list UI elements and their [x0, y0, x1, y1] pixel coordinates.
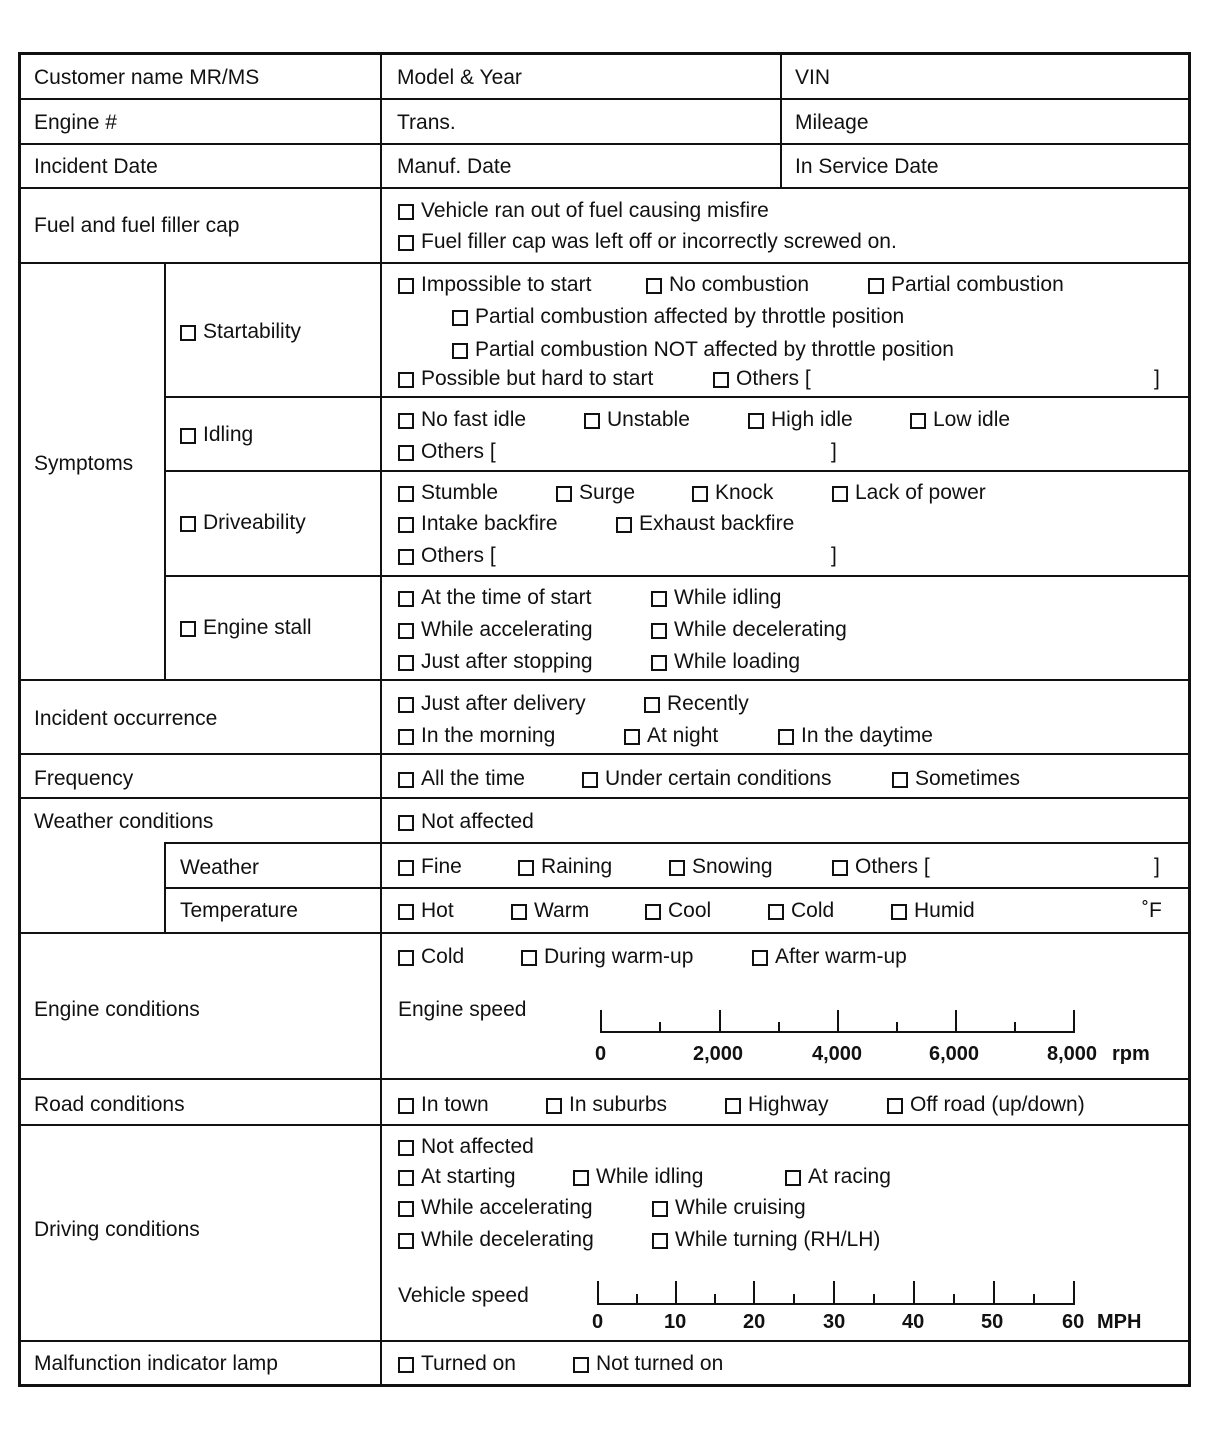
weather-label: Weather: [180, 856, 259, 879]
checkbox-label: While loading: [674, 650, 801, 673]
checkbox-icon: [398, 729, 414, 745]
checkbox-label: Engine stall: [203, 616, 312, 639]
raining-checkbox[interactable]: [518, 855, 612, 879]
rule: [165, 396, 1190, 398]
partial-not-throttle-checkbox[interactable]: [452, 338, 954, 362]
engine-stall-checkbox[interactable]: [180, 616, 312, 640]
checkbox-label: Driveability: [203, 511, 306, 534]
exhaust-backfire-checkbox[interactable]: [616, 512, 794, 536]
stumble-checkbox[interactable]: [398, 481, 498, 505]
checkbox-icon: [752, 950, 768, 966]
checkbox-icon: [651, 655, 667, 671]
checkbox-icon: [785, 1170, 801, 1186]
vehicle-tick-label: 60: [1062, 1311, 1085, 1333]
stall-while-decel-checkbox[interactable]: [651, 618, 847, 642]
checkbox-label: Partial combustion: [891, 273, 1064, 296]
no-fast-idle-checkbox[interactable]: [398, 408, 526, 432]
checkbox-label: Fine: [421, 855, 462, 878]
checkbox-icon: [398, 549, 414, 565]
checkbox-label: Not affected: [421, 1135, 534, 1158]
sometimes-checkbox[interactable]: [892, 767, 1020, 791]
unstable-checkbox[interactable]: [584, 408, 690, 432]
checkbox-label: Unstable: [607, 408, 690, 431]
checkbox-icon: [452, 310, 468, 326]
checkbox-icon: [521, 950, 537, 966]
driving-while-accel-checkbox[interactable]: [398, 1196, 593, 1220]
snowing-checkbox[interactable]: [669, 855, 773, 879]
checkbox-label: Under certain conditions: [605, 767, 832, 790]
off-road-checkbox[interactable]: [887, 1093, 1085, 1117]
engine-speed-unit: rpm: [1112, 1043, 1150, 1065]
fine-checkbox[interactable]: [398, 855, 462, 879]
fuel-cap-checkbox[interactable]: [398, 230, 897, 254]
engine-speed-label: Engine speed: [398, 998, 527, 1021]
all-the-time-checkbox[interactable]: [398, 767, 525, 791]
no-combustion-checkbox[interactable]: [646, 273, 809, 297]
checkbox-icon: [398, 591, 414, 607]
checkbox-label: While idling: [596, 1165, 704, 1188]
checkbox-icon: [556, 486, 572, 502]
hard-start-checkbox[interactable]: [398, 367, 653, 391]
checkbox-icon: [713, 372, 729, 388]
model-year-label: Model & Year: [397, 66, 522, 89]
checkbox-icon: [398, 697, 414, 713]
vehicle-speed-label: Vehicle speed: [398, 1284, 529, 1307]
checkbox-icon: [398, 1201, 414, 1217]
checkbox-label: Highway: [748, 1093, 829, 1116]
rule: [20, 797, 1190, 799]
temperature-label: Temperature: [180, 899, 298, 922]
mil-turned-on-checkbox[interactable]: [398, 1352, 516, 1376]
checkbox-label: Possible but hard to start: [421, 367, 654, 390]
checkbox-label: While idling: [674, 586, 782, 609]
checkbox-icon: [646, 278, 662, 294]
checkbox-icon: [768, 904, 784, 920]
checkbox-label: While accelerating: [421, 1196, 593, 1219]
knock-checkbox[interactable]: [692, 481, 773, 505]
checkbox-icon: [832, 486, 848, 502]
trans-label: Trans.: [397, 111, 456, 134]
incident-occurrence-label: Incident occurrence: [34, 707, 218, 730]
checkbox-icon: [887, 1098, 903, 1114]
cold-checkbox[interactable]: [768, 899, 834, 923]
rule: [20, 1124, 1190, 1126]
border-bottom: [18, 1384, 1191, 1387]
mil-not-turned-on-checkbox[interactable]: [573, 1352, 723, 1376]
checkbox-label: Hot: [421, 899, 454, 922]
idling-checkbox[interactable]: [180, 423, 253, 447]
checkbox-icon: [778, 729, 794, 745]
checkbox-icon: [573, 1357, 589, 1373]
checkbox-label: Startability: [203, 320, 302, 343]
in-service-date-label: In Service Date: [795, 155, 939, 178]
checkbox-label: At the time of start: [421, 586, 592, 609]
checkbox-icon: [398, 517, 414, 533]
checkbox-label: While turning (RH/LH): [675, 1228, 881, 1251]
checkbox-label: No fast idle: [421, 408, 527, 431]
driving-while-decel-checkbox[interactable]: [398, 1228, 594, 1252]
idling-others-checkbox[interactable]: [398, 440, 496, 464]
cool-checkbox[interactable]: [645, 899, 711, 923]
rule: [20, 187, 1190, 189]
rule: [165, 575, 1190, 577]
checkbox-icon: [180, 621, 196, 637]
checkbox-icon: [398, 445, 414, 461]
checkbox-label: No combustion: [669, 273, 810, 296]
checkbox-icon: [511, 904, 527, 920]
checkbox-label: Vehicle ran out of fuel causing misfire: [421, 199, 769, 222]
startability-others-checkbox[interactable]: [713, 367, 811, 391]
checkbox-label: Sometimes: [915, 767, 1021, 790]
checkbox-icon: [748, 413, 764, 429]
driveability-others-checkbox[interactable]: [398, 544, 496, 568]
checkbox-icon: [180, 428, 196, 444]
checkbox-label: Fuel filler cap was left off or incorrectly screwed on.: [421, 230, 897, 253]
checkbox-icon: [398, 204, 414, 220]
checkbox-label: While decelerating: [421, 1228, 594, 1251]
rule: [165, 842, 1190, 844]
checkbox-icon: [651, 623, 667, 639]
checkbox-icon: [398, 486, 414, 502]
checkbox-icon: [652, 1233, 668, 1249]
checkbox-label: After warm-up: [775, 945, 907, 968]
rule: [165, 470, 1190, 472]
checkbox-icon: [624, 729, 640, 745]
checkbox-icon: [398, 1357, 414, 1373]
rule: [20, 679, 1190, 681]
while-cruising-checkbox[interactable]: [652, 1196, 806, 1220]
checkbox-icon: [398, 904, 414, 920]
checkbox-label: Others [: [736, 367, 811, 390]
rule: [20, 143, 1190, 145]
highway-checkbox[interactable]: [725, 1093, 829, 1117]
impossible-start-checkbox[interactable]: [398, 273, 591, 297]
stall-while-loading-checkbox[interactable]: [651, 650, 800, 674]
border-left: [18, 52, 21, 1387]
weather-conditions-label: Weather conditions: [34, 810, 214, 833]
night-checkbox[interactable]: [624, 724, 718, 748]
vehicle-tick-label: 10: [664, 1311, 687, 1333]
checkbox-icon: [398, 772, 414, 788]
symptoms-label: Symptoms: [34, 452, 134, 475]
checkbox-icon: [868, 278, 884, 294]
vehicle-tick-label: 40: [902, 1311, 925, 1333]
checkbox-icon: [398, 1140, 414, 1156]
checkbox-icon: [644, 697, 660, 713]
stall-after-stopping-checkbox[interactable]: [398, 650, 593, 674]
checkbox-label: Raining: [541, 855, 613, 878]
frequency-label: Frequency: [34, 767, 134, 790]
at-racing-checkbox[interactable]: [785, 1165, 891, 1189]
checkbox-icon: [398, 655, 414, 671]
checkbox-label: At starting: [421, 1165, 516, 1188]
temperature-unit: ˚F: [1142, 899, 1162, 922]
lack-of-power-checkbox[interactable]: [832, 481, 986, 505]
checkbox-label: Just after delivery: [421, 692, 586, 715]
col-divider-header: [780, 54, 782, 188]
checkbox-label: Recently: [667, 692, 749, 715]
checkbox-label: Idling: [203, 423, 254, 446]
after-warmup-checkbox[interactable]: [752, 945, 907, 969]
checkbox-label: Just after stopping: [421, 650, 593, 673]
startability-checkbox[interactable]: [180, 320, 301, 344]
checkbox-icon: [398, 413, 414, 429]
certain-conditions-checkbox[interactable]: [582, 767, 831, 791]
rule: [165, 887, 1190, 889]
vehicle-tick-label: 0: [592, 1311, 604, 1333]
high-idle-checkbox[interactable]: [748, 408, 853, 432]
checkbox-label: Warm: [534, 899, 590, 922]
driving-conditions-label: Driving conditions: [34, 1218, 200, 1241]
in-town-checkbox[interactable]: [398, 1093, 489, 1117]
rule: [20, 932, 1190, 934]
checkbox-label: While cruising: [675, 1196, 806, 1219]
checkbox-label: Low idle: [933, 408, 1011, 431]
in-suburbs-checkbox[interactable]: [546, 1093, 667, 1117]
driving-not-affected-checkbox[interactable]: [398, 1135, 534, 1159]
border-top: [18, 52, 1191, 55]
rule: [20, 753, 1190, 755]
checkbox-label: Cool: [668, 899, 712, 922]
checkbox-label: At racing: [808, 1165, 891, 1188]
checkbox-label: Exhaust backfire: [639, 512, 795, 535]
intake-backfire-checkbox[interactable]: [398, 512, 558, 536]
checkbox-icon: [398, 815, 414, 831]
checkbox-label: Intake backfire: [421, 512, 558, 535]
mileage-label: Mileage: [795, 111, 869, 134]
checkbox-icon: [398, 235, 414, 251]
checkbox-label: Stumble: [421, 481, 499, 504]
engine-tick-label: 8,000: [1047, 1043, 1098, 1065]
col-divider-main: [380, 54, 382, 1385]
checkbox-label: Partial combustion affected by throttle position: [475, 305, 905, 328]
engine-speed-scale[interactable]: [590, 1005, 1090, 1039]
checkbox-icon: [398, 860, 414, 876]
engine-number-label: Engine #: [34, 111, 117, 134]
checkbox-icon: [910, 413, 926, 429]
checkbox-label: Others [: [855, 855, 930, 878]
during-warmup-checkbox[interactable]: [521, 945, 693, 969]
stall-at-start-checkbox[interactable]: [398, 586, 591, 610]
checkbox-label: In the morning: [421, 724, 556, 747]
checkbox-icon: [669, 860, 685, 876]
stall-while-idling-checkbox[interactable]: [651, 586, 781, 610]
driveability-checkbox[interactable]: [180, 511, 306, 535]
checkbox-label: At night: [647, 724, 719, 747]
vehicle-tick-label: 50: [981, 1311, 1004, 1333]
rule: [20, 98, 1190, 100]
checkbox-icon: [546, 1098, 562, 1114]
fuel-label: Fuel and fuel filler cap: [34, 214, 240, 237]
checkbox-icon: [892, 772, 908, 788]
vehicle-speed-scale[interactable]: [590, 1276, 1090, 1310]
daytime-checkbox[interactable]: [778, 724, 933, 748]
checkbox-label: Others [: [421, 440, 496, 463]
incident-date-label: Incident Date: [34, 155, 158, 178]
checkbox-icon: [584, 413, 600, 429]
checkbox-icon: [651, 591, 667, 607]
checkbox-label: During warm-up: [544, 945, 694, 968]
engine-conditions-label: Engine conditions: [34, 998, 200, 1021]
partial-combustion-checkbox[interactable]: [868, 273, 1064, 297]
checkbox-label: Not turned on: [596, 1352, 724, 1375]
road-conditions-label: Road conditions: [34, 1093, 185, 1116]
checkbox-label: Cold: [421, 945, 465, 968]
stall-while-accel-checkbox[interactable]: [398, 618, 593, 642]
vehicle-tick-label: 20: [743, 1311, 766, 1333]
hot-checkbox[interactable]: [398, 899, 454, 923]
checkbox-label: Impossible to start: [421, 273, 592, 296]
warm-checkbox[interactable]: [511, 899, 589, 923]
checkbox-icon: [398, 278, 414, 294]
checkbox-icon: [398, 1170, 414, 1186]
checkbox-label: Humid: [914, 899, 975, 922]
morning-checkbox[interactable]: [398, 724, 555, 748]
checkbox-label: Partial combustion NOT affected by throttle position: [475, 338, 954, 361]
checkbox-icon: [582, 772, 598, 788]
rule: [20, 1340, 1190, 1342]
while-turning-checkbox[interactable]: [652, 1228, 880, 1252]
checkbox-label: Off road (up/down): [910, 1093, 1085, 1116]
fuel-ran-out-checkbox[interactable]: [398, 199, 769, 223]
checkbox-label: Surge: [579, 481, 636, 504]
surge-checkbox[interactable]: [556, 481, 635, 505]
checkbox-label: Knock: [715, 481, 774, 504]
bracket-close: ]: [831, 544, 837, 567]
checkbox-label: While accelerating: [421, 618, 593, 641]
checkbox-icon: [573, 1170, 589, 1186]
rule: [20, 262, 1190, 264]
checkbox-label: All the time: [421, 767, 525, 790]
low-idle-checkbox[interactable]: [910, 408, 1010, 432]
checkbox-icon: [180, 325, 196, 341]
checkbox-label: Cold: [791, 899, 835, 922]
checkbox-icon: [725, 1098, 741, 1114]
manuf-date-label: Manuf. Date: [397, 155, 512, 178]
checkbox-label: While decelerating: [674, 618, 847, 641]
checkbox-icon: [616, 517, 632, 533]
checkbox-icon: [398, 372, 414, 388]
checkbox-label: High idle: [771, 408, 853, 431]
checkbox-icon: [645, 904, 661, 920]
checkbox-icon: [398, 950, 414, 966]
checkbox-icon: [180, 516, 196, 532]
checkbox-label: In town: [421, 1093, 489, 1116]
checkbox-icon: [692, 486, 708, 502]
checkbox-icon: [832, 860, 848, 876]
vehicle-tick-label: 30: [823, 1311, 846, 1333]
checkbox-label: Snowing: [692, 855, 773, 878]
driving-while-idling-checkbox[interactable]: [573, 1165, 703, 1189]
checkbox-label: Lack of power: [855, 481, 986, 504]
mil-label: Malfunction indicator lamp: [34, 1352, 278, 1375]
weather-others-checkbox[interactable]: [832, 855, 930, 879]
checkbox-label: In the daytime: [801, 724, 933, 747]
checkbox-icon: [398, 1233, 414, 1249]
engine-tick-label: 6,000: [929, 1043, 980, 1065]
customer-name-label: Customer name MR/MS: [34, 66, 260, 89]
checkbox-icon: [518, 860, 534, 876]
engine-cold-checkbox[interactable]: [398, 945, 464, 969]
checkbox-label: Not affected: [421, 810, 534, 833]
checkbox-icon: [452, 343, 468, 359]
humid-checkbox[interactable]: [891, 899, 975, 923]
bracket-close: ]: [1154, 367, 1160, 390]
rule: [20, 1078, 1190, 1080]
weather-not-affected-checkbox[interactable]: [398, 810, 534, 834]
checkbox-icon: [891, 904, 907, 920]
checkbox-icon: [398, 1098, 414, 1114]
engine-tick-label: 4,000: [812, 1043, 863, 1065]
at-starting-checkbox[interactable]: [398, 1165, 516, 1189]
after-delivery-checkbox[interactable]: [398, 692, 586, 716]
vehicle-speed-unit: MPH: [1097, 1311, 1142, 1333]
partial-throttle-checkbox[interactable]: [452, 305, 904, 329]
checkbox-icon: [652, 1201, 668, 1217]
bracket-close: ]: [1154, 855, 1160, 878]
checkbox-icon: [398, 623, 414, 639]
engine-tick-label: 2,000: [693, 1043, 744, 1065]
engine-tick-label: 0: [595, 1043, 607, 1065]
checkbox-label: Turned on: [421, 1352, 516, 1375]
bracket-close: ]: [831, 440, 837, 463]
checkbox-label: In suburbs: [569, 1093, 668, 1116]
border-right: [1188, 52, 1191, 1387]
recently-checkbox[interactable]: [644, 692, 749, 716]
vin-label: VIN: [795, 66, 831, 89]
checkbox-label: Others [: [421, 544, 496, 567]
